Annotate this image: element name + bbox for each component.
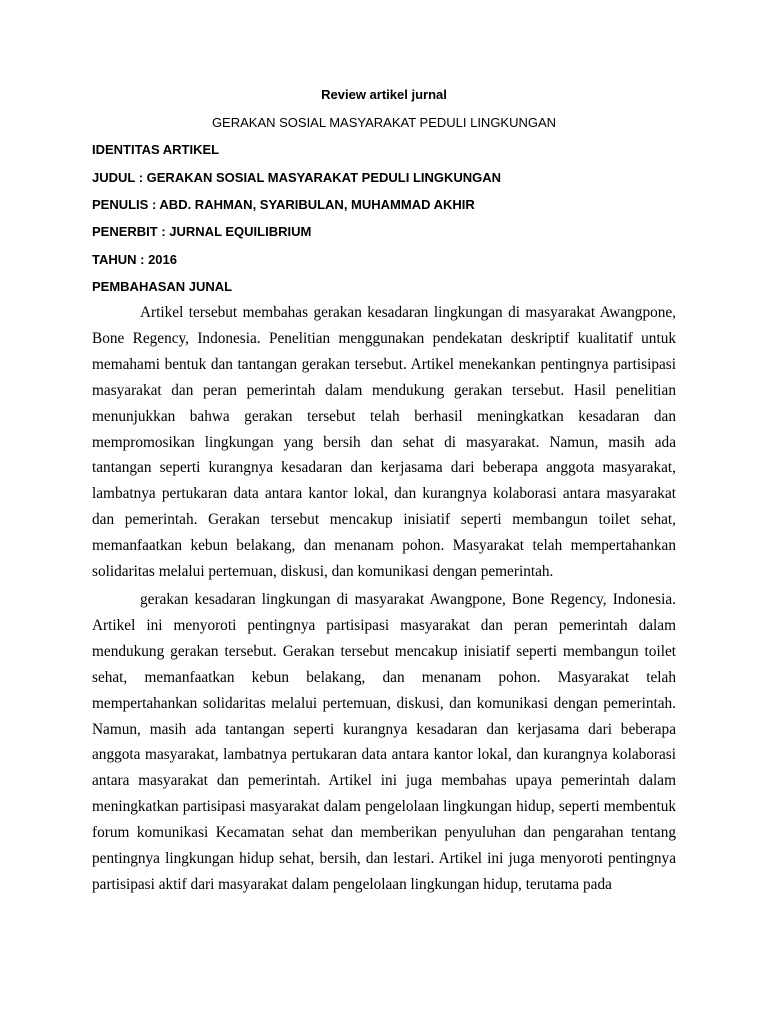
- field-tahun: TAHUN : 2016: [92, 252, 178, 267]
- field-judul: JUDUL : GERAKAN SOSIAL MASYARAKAT PEDULI LINGKUNGAN: [92, 170, 502, 185]
- article-title-heading: GERAKAN SOSIAL MASYARAKAT PEDULI LINGKUNGAN: [211, 115, 557, 130]
- body-paragraph-1: Artikel tersebut membahas gerakan kesadaran lingkungan di masyarakat Awangpone, Bone Regency, Indonesia. Penelitian menggunakan pendekatan deskriptif kualitatif untuk memahami bentuk dan tantangan gerakan tersebut. Artikel menekankan pentingnya partisipasi masyarakat dan peran pemerintah dalam mendukung gerakan tersebut. Hasil penelitian menunjukkan bahwa gerakan tersebut telah berhasil meningkatkan kesadaran dan mempromosikan lingkungan yang bersih dan sehat di masyarakat. Namun, masih ada tantangan seperti kurangnya kesadaran dan kerjasama dari beberapa anggota masyarakat, lambatnya pertukaran data antara kantor lokal, dan kurangnya kolaborasi antara masyarakat dan pemerintah. Gerakan tersebut mencakup inisiatif seperti membangun toilet sehat, memanfaatkan kebun belakang, dan menanam pohon. Masyarakat telah mempertahankan solidaritas melalui pertemuan, diskusi, dan komunikasi dengan pemerintah.: [92, 304, 676, 581]
- field-penulis: PENULIS : ABD. RAHMAN, SYARIBULAN, MUHAMMAD AKHIR: [92, 197, 475, 212]
- section-heading-discussion: PEMBAHASAN JUNAL: [92, 279, 233, 294]
- section-heading-identity: IDENTITAS ARTIKEL: [92, 142, 220, 157]
- body-paragraph-2: gerakan kesadaran lingkungan di masyarakat Awangpone, Bone Regency, Indonesia. Artikel ini menyoroti pentingnya partisipasi masyarakat dan peran pemerintah dalam mendukung gerakan tersebut. Gerakan tersebut mencakup inisiatif seperti membangun toilet sehat, memanfaatkan kebun belakang, dan menanam pohon. Masyarakat telah mempertahankan solidaritas melalui pertemuan, diskusi, dan komunikasi dengan pemerintah. Namun, masih ada tantangan seperti kurangnya kesadaran dan kerjasama dari beberapa anggota masyarakat, lambatnya pertukaran data antara kantor lokal, dan kurangnya kolaborasi antara masyarakat dan pemerintah. Artikel ini juga membahas upaya pemerintah dalam meningkatkan partisipasi masyarakat dalam pengelolaan lingkungan hidup, seperti membentuk forum komunikasi Kecamatan sehat dan memberikan penyuluhan dan pengarahan tentang pentingnya lingkungan hidup sehat, bersih, dan lestari. Artikel ini juga menyoroti pentingnya partisipasi aktif dari masyarakat dalam pengelolaan lingkungan hidup, terutama pada: [92, 591, 676, 893]
- field-penerbit: PENERBIT : JURNAL EQUILIBRIUM: [92, 224, 312, 239]
- document-title: Review artikel jurnal: [321, 87, 447, 102]
